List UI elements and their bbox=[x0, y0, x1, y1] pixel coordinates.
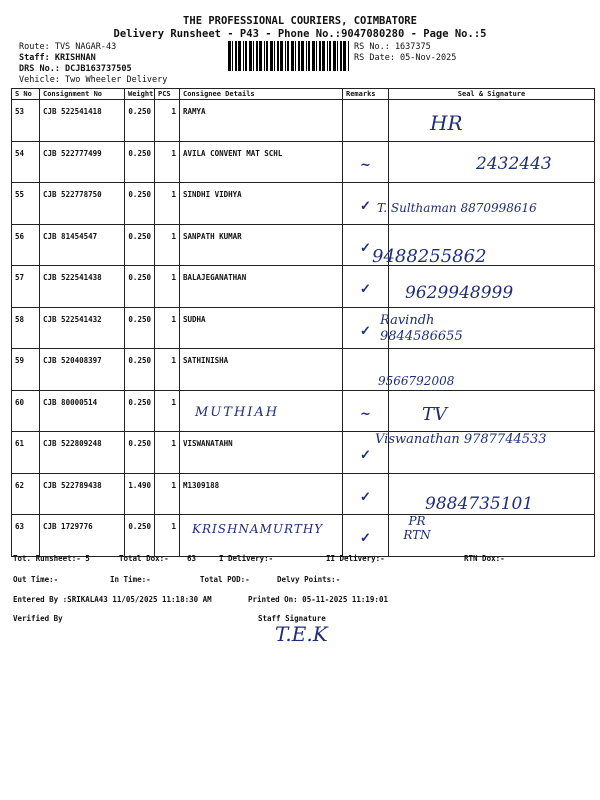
vehicle-label: Vehicle: Two Wheeler Delivery bbox=[19, 75, 168, 85]
row-weight: 0.250 bbox=[125, 390, 155, 432]
barcode-bar bbox=[270, 41, 273, 71]
barcode-bar bbox=[256, 41, 258, 71]
row-remark: ~ bbox=[343, 390, 389, 432]
barcode-bar bbox=[249, 41, 252, 71]
row-sno: 59 bbox=[12, 349, 40, 391]
second-delivery: II Delivery:- bbox=[326, 554, 385, 563]
barcode-bar bbox=[232, 41, 233, 71]
row-pcs: 1 bbox=[155, 307, 180, 349]
barcode-bar bbox=[319, 41, 321, 71]
in-time: In Time:- bbox=[110, 575, 151, 584]
row-remark: ✓ bbox=[343, 183, 389, 225]
row-pcs: 1 bbox=[155, 224, 180, 266]
barcode-bar bbox=[245, 41, 247, 71]
row-consignment: CJB 522809248 bbox=[40, 432, 125, 474]
row-pcs: 1 bbox=[155, 515, 180, 557]
row-pcs: 1 bbox=[155, 390, 180, 432]
barcode-bar bbox=[348, 41, 349, 71]
barcode-image bbox=[228, 41, 350, 71]
sign-row55: T. Sulthaman 8870998616 bbox=[377, 201, 537, 215]
row-weight: 0.250 bbox=[125, 432, 155, 474]
row-signature-cell bbox=[389, 390, 595, 432]
row-sno: 57 bbox=[12, 266, 40, 308]
row-consignment: CJB 81454547 bbox=[40, 224, 125, 266]
entered-by: Entered By :SRIKALA43 11/05/2025 11:18:30 AM bbox=[13, 595, 212, 604]
sign-row61: Viswanathan 9787744533 bbox=[375, 432, 547, 447]
rs-number: RS No.: 1637375 bbox=[354, 42, 431, 52]
row-weight: 0.250 bbox=[125, 349, 155, 391]
row-pcs: 1 bbox=[155, 473, 180, 515]
row-remark: ✓ bbox=[343, 224, 389, 266]
table-row bbox=[12, 224, 595, 266]
row-consignment: CJB 522541438 bbox=[40, 266, 125, 308]
row-pcs: 1 bbox=[155, 100, 180, 142]
row-remark: ✓ bbox=[343, 473, 389, 515]
rs-date: RS Date: 05-Nov-2025 bbox=[354, 53, 457, 63]
barcode-bar bbox=[259, 41, 262, 71]
table-row bbox=[12, 390, 595, 432]
barcode-bar bbox=[298, 41, 300, 71]
sign-row58: Ravindh 9844586655 bbox=[380, 313, 463, 344]
company-title: THE PROFESSIONAL COURIERS, COIMBATORE bbox=[183, 15, 417, 27]
row-consignee: SANPATH KUMAR bbox=[180, 224, 343, 266]
row-weight: 1.490 bbox=[125, 473, 155, 515]
barcode-bar bbox=[308, 41, 310, 71]
row-remark: ✓ bbox=[343, 515, 389, 557]
row-consignment: CJB 1729776 bbox=[40, 515, 125, 557]
row-consignee: M1309188 bbox=[180, 473, 343, 515]
row-weight: 0.250 bbox=[125, 266, 155, 308]
barcode-bar bbox=[343, 41, 346, 71]
total-dox-value: 63 bbox=[187, 554, 197, 563]
barcode-bar bbox=[253, 41, 254, 71]
sign-row59: 9566792008 bbox=[378, 374, 455, 388]
row-remark: ✓ bbox=[343, 307, 389, 349]
barcode-bar bbox=[280, 41, 283, 71]
col-consignment: Consignment No bbox=[40, 89, 125, 100]
row-sno: 58 bbox=[12, 307, 40, 349]
consignee-row60-handwritten: MUTHIAH bbox=[195, 405, 280, 420]
barcode-bar bbox=[287, 41, 289, 71]
out-time: Out Time:- bbox=[13, 575, 59, 584]
barcode-bar bbox=[322, 41, 325, 71]
barcode-bar bbox=[285, 41, 286, 71]
row-consignee: RAMYA bbox=[180, 100, 343, 142]
barcode-bar bbox=[316, 41, 317, 71]
row-consignment: CJB 522789438 bbox=[40, 473, 125, 515]
sign-row63: PR RTN bbox=[403, 514, 431, 542]
col-signature: Seal & Signature bbox=[389, 89, 595, 100]
barcode-bar bbox=[264, 41, 265, 71]
row-consignment: CJB 80000514 bbox=[40, 390, 125, 432]
sign-row62: 9884735101 bbox=[425, 494, 534, 514]
sign-row53: HR bbox=[430, 111, 463, 135]
row-pcs: 1 bbox=[155, 266, 180, 308]
barcode-bar bbox=[238, 41, 241, 71]
table-row bbox=[12, 100, 595, 142]
staff-signature-hand: T.E.K bbox=[275, 622, 328, 646]
barcode-bar bbox=[312, 41, 315, 71]
row-sno: 55 bbox=[12, 183, 40, 225]
row-remark: ✓ bbox=[343, 266, 389, 308]
row-consignment: CJB 522541432 bbox=[40, 307, 125, 349]
barcode-bar bbox=[274, 41, 275, 71]
row-sno: 60 bbox=[12, 390, 40, 432]
first-delivery: I Delivery:- bbox=[219, 554, 274, 563]
row-remark bbox=[343, 100, 389, 142]
row-weight: 0.250 bbox=[125, 307, 155, 349]
row-consignee: VISWANATAHN bbox=[180, 432, 343, 474]
row-sno: 63 bbox=[12, 515, 40, 557]
col-pcs: PCS bbox=[155, 89, 180, 100]
barcode-bar bbox=[295, 41, 296, 71]
col-sno: S No bbox=[12, 89, 40, 100]
barcode-bar bbox=[266, 41, 268, 71]
barcode-bar bbox=[243, 41, 244, 71]
route-label: Route: TVS NAGAR-43 bbox=[19, 42, 117, 52]
rtn-dox: RTN Dox:- bbox=[464, 554, 505, 563]
row-consignee: SUDHA bbox=[180, 307, 343, 349]
total-pod: Total POD:- bbox=[200, 575, 250, 584]
drs-number: DRS No.: DCJB163737505 bbox=[19, 64, 132, 74]
barcode-bar bbox=[301, 41, 304, 71]
row-consignment: CJB 522541418 bbox=[40, 100, 125, 142]
barcode-bar bbox=[291, 41, 294, 71]
row-consignee: AVILA CONVENT MAT SCHL bbox=[180, 141, 343, 183]
row-pcs: 1 bbox=[155, 349, 180, 391]
row-pcs: 1 bbox=[155, 183, 180, 225]
sign-row57: 9629948999 bbox=[405, 283, 514, 303]
row-consignee: SATHINISHA bbox=[180, 349, 343, 391]
row-signature-cell bbox=[389, 100, 595, 142]
staff-label: Staff: KRISHNAN bbox=[19, 53, 96, 63]
row-sno: 61 bbox=[12, 432, 40, 474]
staff-signature-label: Staff Signature bbox=[258, 614, 326, 623]
barcode-bar bbox=[337, 41, 338, 71]
runsheet-subtitle: Delivery Runsheet - P43 - Phone No.:9047080280 - Page No.:5 bbox=[113, 28, 487, 40]
barcode-bar bbox=[327, 41, 328, 71]
row-remark: ~ bbox=[343, 141, 389, 183]
table-header-row bbox=[12, 89, 595, 100]
tot-runsheet: Tot. Runsheet:- 5 bbox=[13, 554, 90, 563]
row-sno: 56 bbox=[12, 224, 40, 266]
row-sno: 53 bbox=[12, 100, 40, 142]
row-consignment: CJB 522777499 bbox=[40, 141, 125, 183]
col-weight: Weight bbox=[125, 89, 155, 100]
row-weight: 0.250 bbox=[125, 100, 155, 142]
row-pcs: 1 bbox=[155, 432, 180, 474]
row-remark: ✓ bbox=[343, 432, 389, 474]
sign-row54: 2432443 bbox=[476, 154, 552, 174]
sign-row56: 9488255862 bbox=[372, 246, 487, 267]
row-consignment: CJB 522778750 bbox=[40, 183, 125, 225]
delivery-points: Delvy Points:- bbox=[277, 575, 341, 584]
row-consignee: SINDHI VIDHYA bbox=[180, 183, 343, 225]
total-dox-label: Total Dox:- bbox=[119, 554, 169, 563]
barcode-bar bbox=[306, 41, 307, 71]
col-consignee: Consignee Details bbox=[180, 89, 343, 100]
barcode-bar bbox=[340, 41, 342, 71]
row-sno: 54 bbox=[12, 141, 40, 183]
barcode-bar bbox=[329, 41, 331, 71]
row-weight: 0.250 bbox=[125, 515, 155, 557]
barcode-bar bbox=[277, 41, 279, 71]
row-consignment: CJB 520408397 bbox=[40, 349, 125, 391]
row-pcs: 1 bbox=[155, 141, 180, 183]
barcode-bar bbox=[333, 41, 336, 71]
consignee-row63-handwritten: KRISHNAMURTHY bbox=[192, 522, 324, 536]
barcode-bar bbox=[235, 41, 237, 71]
row-consignee: BALAJEGANATHAN bbox=[180, 266, 343, 308]
verified-by: Verified By bbox=[13, 614, 63, 623]
barcode-bar bbox=[228, 41, 231, 71]
printed-on: Printed On: 05-11-2025 11:19:01 bbox=[248, 595, 388, 604]
row-weight: 0.250 bbox=[125, 141, 155, 183]
row-weight: 0.250 bbox=[125, 224, 155, 266]
col-remarks: Remarks bbox=[343, 89, 389, 100]
sign-row60: TV bbox=[422, 404, 448, 425]
row-weight: 0.250 bbox=[125, 183, 155, 225]
row-sno: 62 bbox=[12, 473, 40, 515]
table-row bbox=[12, 349, 595, 391]
